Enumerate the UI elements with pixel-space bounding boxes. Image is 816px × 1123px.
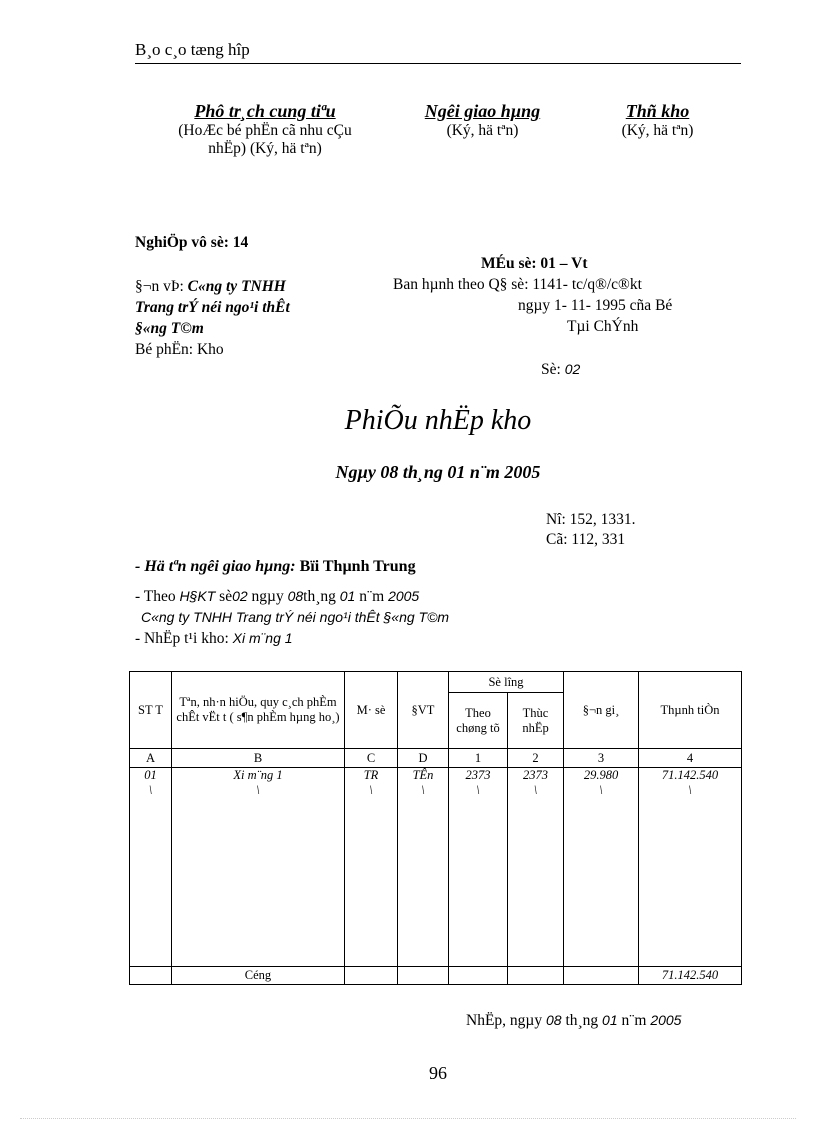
- column-code: C: [345, 749, 398, 768]
- cell-unit: [398, 768, 449, 967]
- warehouse-label: - NhËp t¹i kho:: [135, 630, 229, 647]
- receipt-month: 01: [602, 1012, 618, 1028]
- contract-day-label: ngµy: [251, 588, 284, 605]
- column-code: 1: [449, 749, 508, 768]
- qty-received-value: 2373: [523, 768, 548, 782]
- cell-unit-price: [564, 768, 639, 967]
- header-qty-received: Thùc nhËp: [508, 693, 564, 749]
- contract-prefix: - Theo: [135, 588, 176, 605]
- cell-amount: [639, 768, 742, 967]
- voucher-number: [541, 361, 580, 379]
- signature-block-purchasing: [150, 101, 380, 158]
- tick-mark: \: [476, 783, 480, 797]
- header-qty-by-document: Theo chøng tõ: [449, 693, 508, 749]
- header-stt: ST T: [130, 672, 172, 749]
- column-code: 4: [639, 749, 742, 768]
- unit-value: TÊn: [412, 768, 434, 782]
- issued-by-line: ngµy 1- 11- 1995 cña Bé: [518, 297, 673, 314]
- header-unit: §VT: [398, 672, 449, 749]
- deliverer-label: - Hä tªn ngêi giao hµng:: [135, 558, 296, 575]
- contract-month: 01: [339, 588, 356, 604]
- total-value: 71.142.540: [639, 967, 742, 985]
- header-item-name: Tªn, nh·n hiÖu, quy c¸ch phÈm chÊt vËt t ( s¶n phÈm hµng ho¸): [172, 672, 345, 749]
- signature-block-deliverer: [400, 101, 565, 140]
- tick-mark: \: [533, 783, 538, 797]
- header-amount: Thµnh tiÒn: [639, 672, 742, 749]
- contract-day: 08: [287, 588, 304, 604]
- contract-no-label: sè: [219, 588, 233, 605]
- tick-mark: \: [256, 783, 260, 797]
- document-date: Ngµy 08 th¸ng 01 n¨m 2005: [335, 462, 541, 482]
- signature-title: Ngêi giao hµng: [424, 101, 541, 121]
- column-code: 2: [508, 749, 564, 768]
- tick-mark: \: [599, 783, 603, 797]
- receipt-date-line: [466, 1012, 681, 1030]
- signature-note: (HoÆc bé phËn cã nhu cÇu: [178, 122, 352, 139]
- column-code: A: [130, 749, 172, 768]
- tick-mark: \: [421, 783, 425, 797]
- signature-note: (Ký, hä tªn): [621, 122, 694, 139]
- unit-name: §«ng T©m: [135, 320, 204, 337]
- column-code: B: [172, 749, 345, 768]
- header-quantity: Sè lîng: [449, 672, 564, 693]
- cell-qty-document: [449, 768, 508, 967]
- contract-no: 02: [232, 588, 248, 604]
- contract-type: H§KT: [179, 588, 216, 604]
- page-header-title: B¸o c¸o tæng hîp: [135, 40, 250, 59]
- amount-value: 71.142.540: [661, 768, 719, 782]
- company-name: C«ng ty TNHH Trang trÝ néi ngo¹i thÊt §«ng T©m: [141, 609, 450, 625]
- issued-by-line: Ban hµnh theo Q§ sè: 1141- tc/q®/c®kt: [393, 276, 642, 293]
- stt-value: 01: [144, 768, 157, 782]
- contract-year-label: n¨m: [359, 588, 385, 605]
- table-row: [130, 768, 742, 967]
- code-value: TR: [363, 768, 379, 782]
- department: Bé phËn: Kho: [135, 341, 224, 358]
- tick-mark: \: [369, 783, 373, 797]
- item-name-value: Xi m¨ng 1: [233, 768, 283, 782]
- total-row: [130, 967, 742, 985]
- deliverer-name: Bïi Thµnh Trung: [299, 558, 416, 575]
- unit-label: §¬n vÞ:: [135, 278, 184, 295]
- receipt-month-label: th¸ng: [565, 1012, 599, 1029]
- issued-by-line: Tµi ChÝnh: [567, 318, 639, 335]
- receipt-year-label: n¨m: [621, 1012, 647, 1029]
- unit-price-value: 29.980: [583, 768, 619, 782]
- page-number: 96: [429, 1063, 447, 1083]
- unit-block: [135, 276, 290, 360]
- warehouse-name: Xi m¨ng 1: [232, 630, 293, 646]
- document-title: PhiÕu nhËp kho: [344, 405, 532, 436]
- contract-line: [135, 588, 419, 606]
- receipt-day-label: ngµy: [509, 1012, 543, 1029]
- header-unit-price: §¬n gi¸: [564, 672, 639, 749]
- column-code: 3: [564, 749, 639, 768]
- tick-mark: \: [148, 783, 153, 797]
- qty-document-value: 2373: [465, 768, 491, 782]
- cell-item-name: [172, 768, 345, 967]
- signature-note: nhËp) (Ký, hä tªn): [208, 140, 322, 157]
- signature-block-storekeeper: [600, 101, 715, 140]
- cell-code: [345, 768, 398, 967]
- voucher-number-label: Sè:: [541, 361, 561, 378]
- deliverer-line: [135, 558, 416, 576]
- signature-title: Thñ kho: [625, 101, 690, 121]
- transaction-number: NghiÖp vô sè: 14: [135, 234, 249, 251]
- column-code: D: [398, 749, 449, 768]
- warehouse-line: [135, 630, 293, 648]
- credit-accounts: Cã: 112, 331: [546, 531, 626, 548]
- total-label: Céng: [172, 967, 345, 985]
- debit-accounts: Nî: 152, 1331.: [546, 511, 636, 528]
- cell-stt: [130, 768, 172, 967]
- voucher-number-value: 02: [564, 361, 581, 377]
- goods-receipt-table: [129, 671, 742, 985]
- contract-year: 2005: [388, 588, 420, 604]
- unit-name: Trang trÝ néi ngo¹i thÊt: [135, 299, 290, 316]
- signature-note: (Ký, hä tªn): [446, 122, 519, 139]
- receipt-day: 08: [545, 1012, 562, 1028]
- receipt-year: 2005: [650, 1012, 682, 1028]
- tick-mark: \: [688, 783, 692, 797]
- unit-name: C«ng ty TNHH: [187, 278, 286, 295]
- contract-month-label: th¸ng: [303, 588, 336, 605]
- cell-qty-received: [508, 768, 564, 967]
- page-bottom-edge: [20, 1118, 796, 1119]
- receipt-label: NhËp,: [466, 1012, 507, 1029]
- header-rule: [135, 63, 741, 64]
- signature-title: Phô tr¸ch cung tiªu: [194, 101, 336, 121]
- header-code: M· sè: [345, 672, 398, 749]
- form-number: MÉu sè: 01 – Vt: [481, 255, 588, 272]
